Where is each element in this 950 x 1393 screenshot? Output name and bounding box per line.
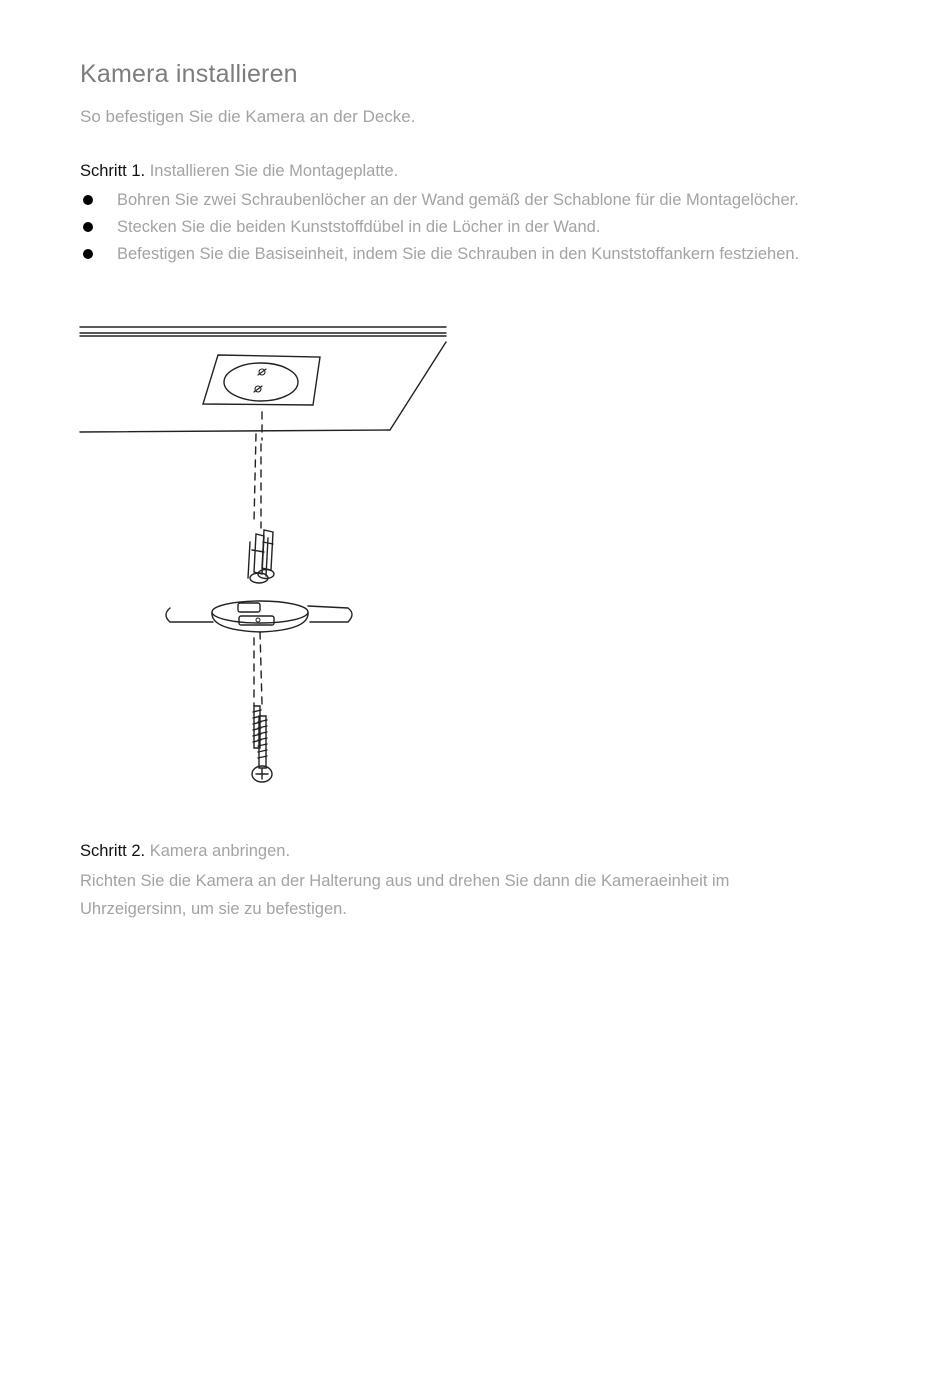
step-1-text: Installieren Sie die Montageplatte.: [145, 162, 399, 180]
step-2-text: Kamera anbringen.: [145, 842, 291, 860]
guide-dashed-line: [254, 434, 256, 522]
page-title: Kamera installieren: [80, 60, 298, 88]
ceiling-bottom-line: [80, 430, 390, 432]
bullet-dot-icon: [83, 249, 93, 259]
step-2-paragraph: Richten Sie die Kamera an der Halterung aus und drehen Sie dann die Kameraeinheit im Uhrzeigersinn, um sie zu befestigen.: [80, 872, 730, 918]
base-unit: [166, 601, 352, 632]
screw-icon: [252, 716, 272, 782]
list-item-text: Bohren Sie zwei Schraubenlöcher an der Wand gemäß der Schablone für die Montagelöcher.: [117, 191, 799, 209]
step-2-label: Schritt 2.: [80, 842, 146, 860]
step-1-label: Schritt 1.: [80, 162, 146, 180]
bullet-dot-icon: [83, 195, 93, 205]
ceiling-slant-line: [390, 342, 446, 430]
list-item-text: Stecken Sie die beiden Kunststoffdübel in die Löcher in der Wand.: [117, 218, 601, 236]
list-item: [80, 214, 800, 241]
step-2-heading: [80, 842, 290, 861]
guide-dashed-line: [254, 632, 262, 706]
hole-mark-icon: [254, 386, 262, 392]
page-subtitle: So befestigen Sie die Kamera an der Decke.: [80, 107, 416, 126]
bullet-dot-icon: [83, 222, 93, 232]
step-1-heading: [80, 162, 398, 181]
hole-mark-icon: [258, 369, 266, 375]
guide-dashed-line: [261, 412, 262, 528]
mounting-diagram: [78, 322, 450, 792]
step-1-bullet-list: [80, 187, 800, 268]
list-item: [80, 241, 800, 268]
list-item-text: Befestigen Sie die Basiseinheit, indem Sie die Schrauben in den Kunststoffankern festziehen.: [117, 245, 800, 263]
list-item: [80, 187, 800, 214]
